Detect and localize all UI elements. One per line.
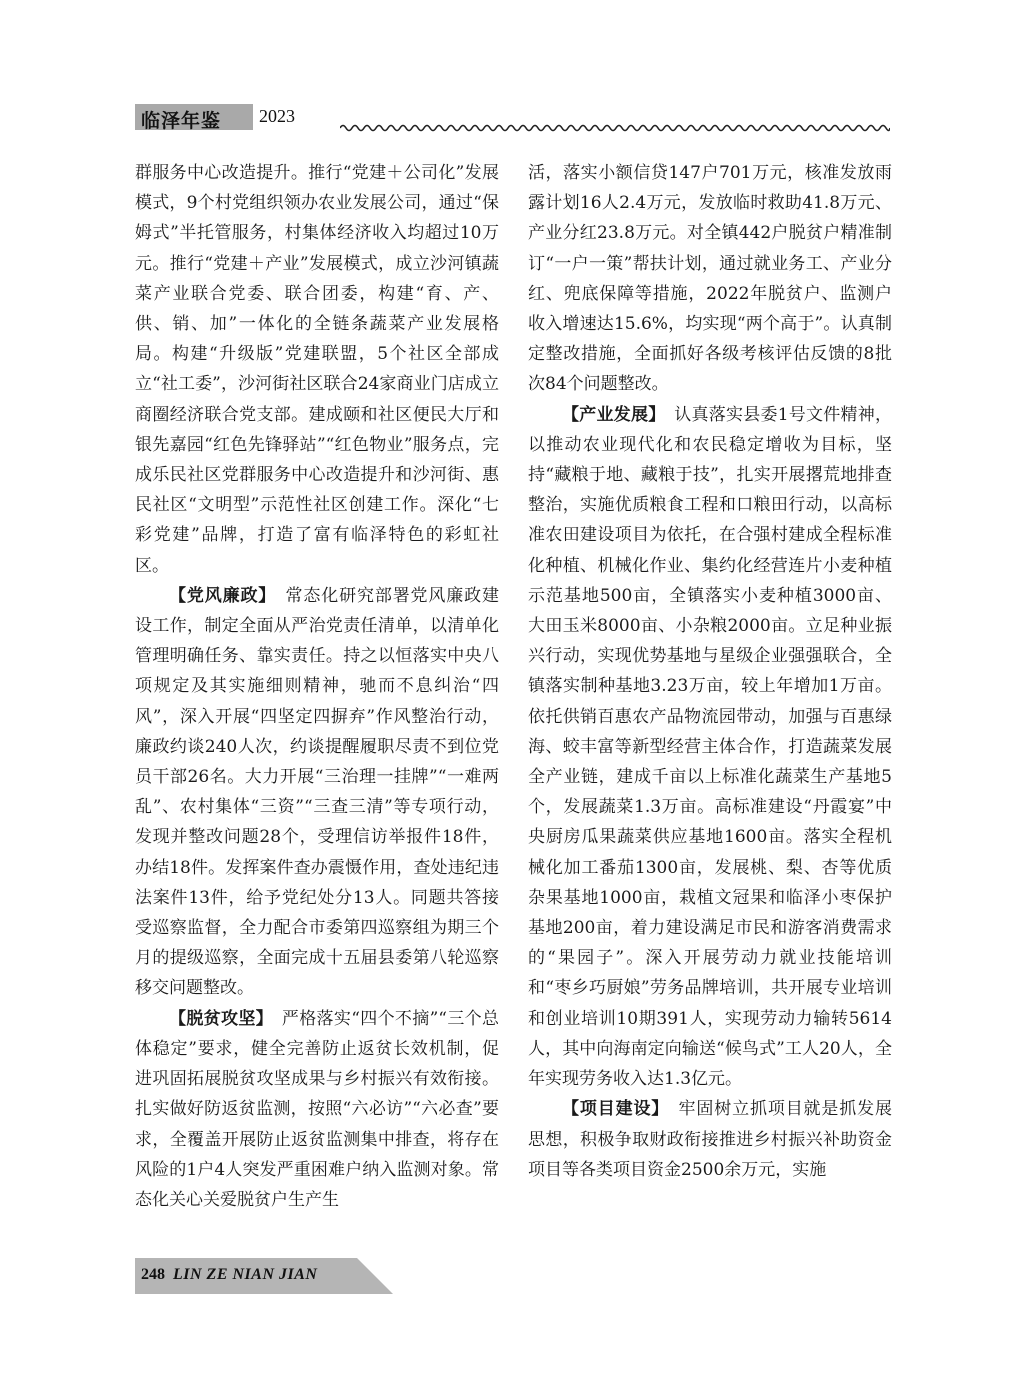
page-number: 248 bbox=[141, 1266, 165, 1283]
header-wave-rule bbox=[340, 122, 890, 134]
footer-label bbox=[141, 1266, 317, 1284]
section-body-poverty-alleviation: 严格落实“四个不摘”“三个总体稳定”要求，健全完善防止返贫长效机制，促进巩固拓展脱贫攻坚成果与乡村振兴有效衔接。扎实做好防返贫监测，按照“六必访”“六必查”要求，全覆盖开展防止返贫监测集中排查，将存在风险的1户4人突发严重困难户纳入监测对象。常态化关心关爱脱贫户生产生 bbox=[135, 1008, 499, 1210]
section-body-project-construction: 牢固树立抓项目就是抓发展思想，积极争取财政衔接推进乡村振兴补助资金项目等各类项目资金2500余万元，实施 bbox=[528, 1099, 893, 1180]
paragraph-project-construction bbox=[528, 1094, 892, 1185]
section-heading-poverty-alleviation: 【脱贫攻坚】 bbox=[169, 1008, 274, 1029]
header-year: 2023 bbox=[259, 106, 295, 126]
right-text-column bbox=[528, 158, 892, 1185]
section-heading-project-construction: 【项目建设】 bbox=[562, 1099, 670, 1120]
header-title: 临泽年鉴 bbox=[141, 110, 222, 132]
paragraph-party-building-continued: 群服务中心改造提升。推行“党建＋公司化”发展模式，9个村党组织领办农业发展公司，通过“保姆式”半托管服务，村集体经济收入均超过10万元。推行“党建＋产业”发展模式，成立沙河镇蔬菜产业联合党委、联合团委，构建“育、产、供、销、加”一体化的全链条蔬菜产业发展格局。构建“升级版”党建联盟，5个社区全部成立“社工委”，沙河街社区联合24家商业门店成立商圈经济联合党支部。建成颐和社区便民大厅和银先嘉园“红色先锋驿站”“红色物业”服务点，完成乐民社区党群服务中心改造提升和沙河街、惠民社区“文明型”示范性社区创建工作。深化“七彩党建”品牌，打造了富有临泽特色的彩虹社区。 bbox=[135, 163, 499, 576]
running-footer bbox=[135, 1258, 395, 1294]
section-body-industry-development: 认真落实县委1号文件精神，以推动农业现代化和农民稳定增收为目标，坚持“藏粮于地、藏粮于技”，扎实开展撂荒地排查整治，实施优质粮食工程和口粮田行动，以高标准农田建设项目为依托，在合强村建成全程标准化种植、机械化作业、集约化经营连片小麦种植示范基地500亩，全镇落实小麦种植3000亩、大田玉米8000亩、小杂粮2000亩。立足种业振兴行动，实现优势基地与星级企业强强联合，全镇落实制种基地3.23万亩，较上年增加1万亩。依托供销百惠农产品物流园带动，加强与百惠绿海、蛟丰富等新型经营主体合作，打造蔬菜发展全产业链，建成千亩以上标准化蔬菜生产基地5个，发展蔬菜1.3万亩。高标准建设“丹霞宴”中央厨房瓜果蔬菜供应基地1600亩。落实全程机械化加工番茄1300亩，发展桃、梨、杏等优质杂果基地1000亩，栽植文冠果和临泽小枣保护基地200亩，着力建设满足市民和游客消费需求的“果园子”。深入开展劳动力就业技能培训和“枣乡巧厨娘”劳务品牌培训，共开展专业培训和创业培训10期391人，实现劳动力输转5614人，其中向海南定向输送“候鸟式”工人20人，全年实现劳务收入达1.3亿元。 bbox=[528, 404, 892, 1090]
paragraph-poverty-alleviation bbox=[135, 1004, 499, 1215]
section-body-party-conduct: 常态化研究部署党风廉政建设工作，制定全面从严治党责任清单，以清单化管理明确任务、靠实责任。持之以恒落实中央八项规定及其实施细则精神，驰而不息纠治“四风”，深入开展“四坚定四摒弃”作风整治行动，廉政约谈240人次，约谈提醒履职尽责不到位党员干部26名。大力开展“三治理一挂牌”“一难两乱”、农村集体“三资”“三查三清”等专项行动，发现并整改问题28个，受理信访举报件18件，办结18件。发挥案件查办震慑作用，查处违纪违法案件13件，给予党纪处分13人。同题共答接受巡察监督，全力配合市委第四巡察组为期三个月的提级巡察，全面完成十五届县委第八轮巡察移交问题整改。 bbox=[135, 585, 500, 999]
paragraph-party-conduct bbox=[135, 581, 499, 1004]
footer-title-english: LIN ZE NIAN JIAN bbox=[173, 1266, 318, 1283]
left-text-column bbox=[135, 158, 499, 1215]
section-heading-party-conduct: 【党风廉政】 bbox=[169, 585, 277, 606]
section-heading-industry-development: 【产业发展】 bbox=[562, 404, 666, 425]
paragraph-poverty-alleviation-continued: 活，落实小额信贷147户701万元，核准发放雨露计划16人2.4万元，发放临时救助41.8万元、产业分红23.8万元。对全镇442户脱贫户精准制订“一户一策”帮扶计划，通过就业务工、产业分红、兜底保障等措施，2022年脱贫户、监测户收入增速达15.6%，均实现“两个高于”。认真制定整改措施，全面抓好各级考核评估反馈的8批次84个问题整改。 bbox=[528, 163, 892, 395]
paragraph-industry-development bbox=[528, 400, 892, 1095]
running-header bbox=[135, 100, 890, 136]
